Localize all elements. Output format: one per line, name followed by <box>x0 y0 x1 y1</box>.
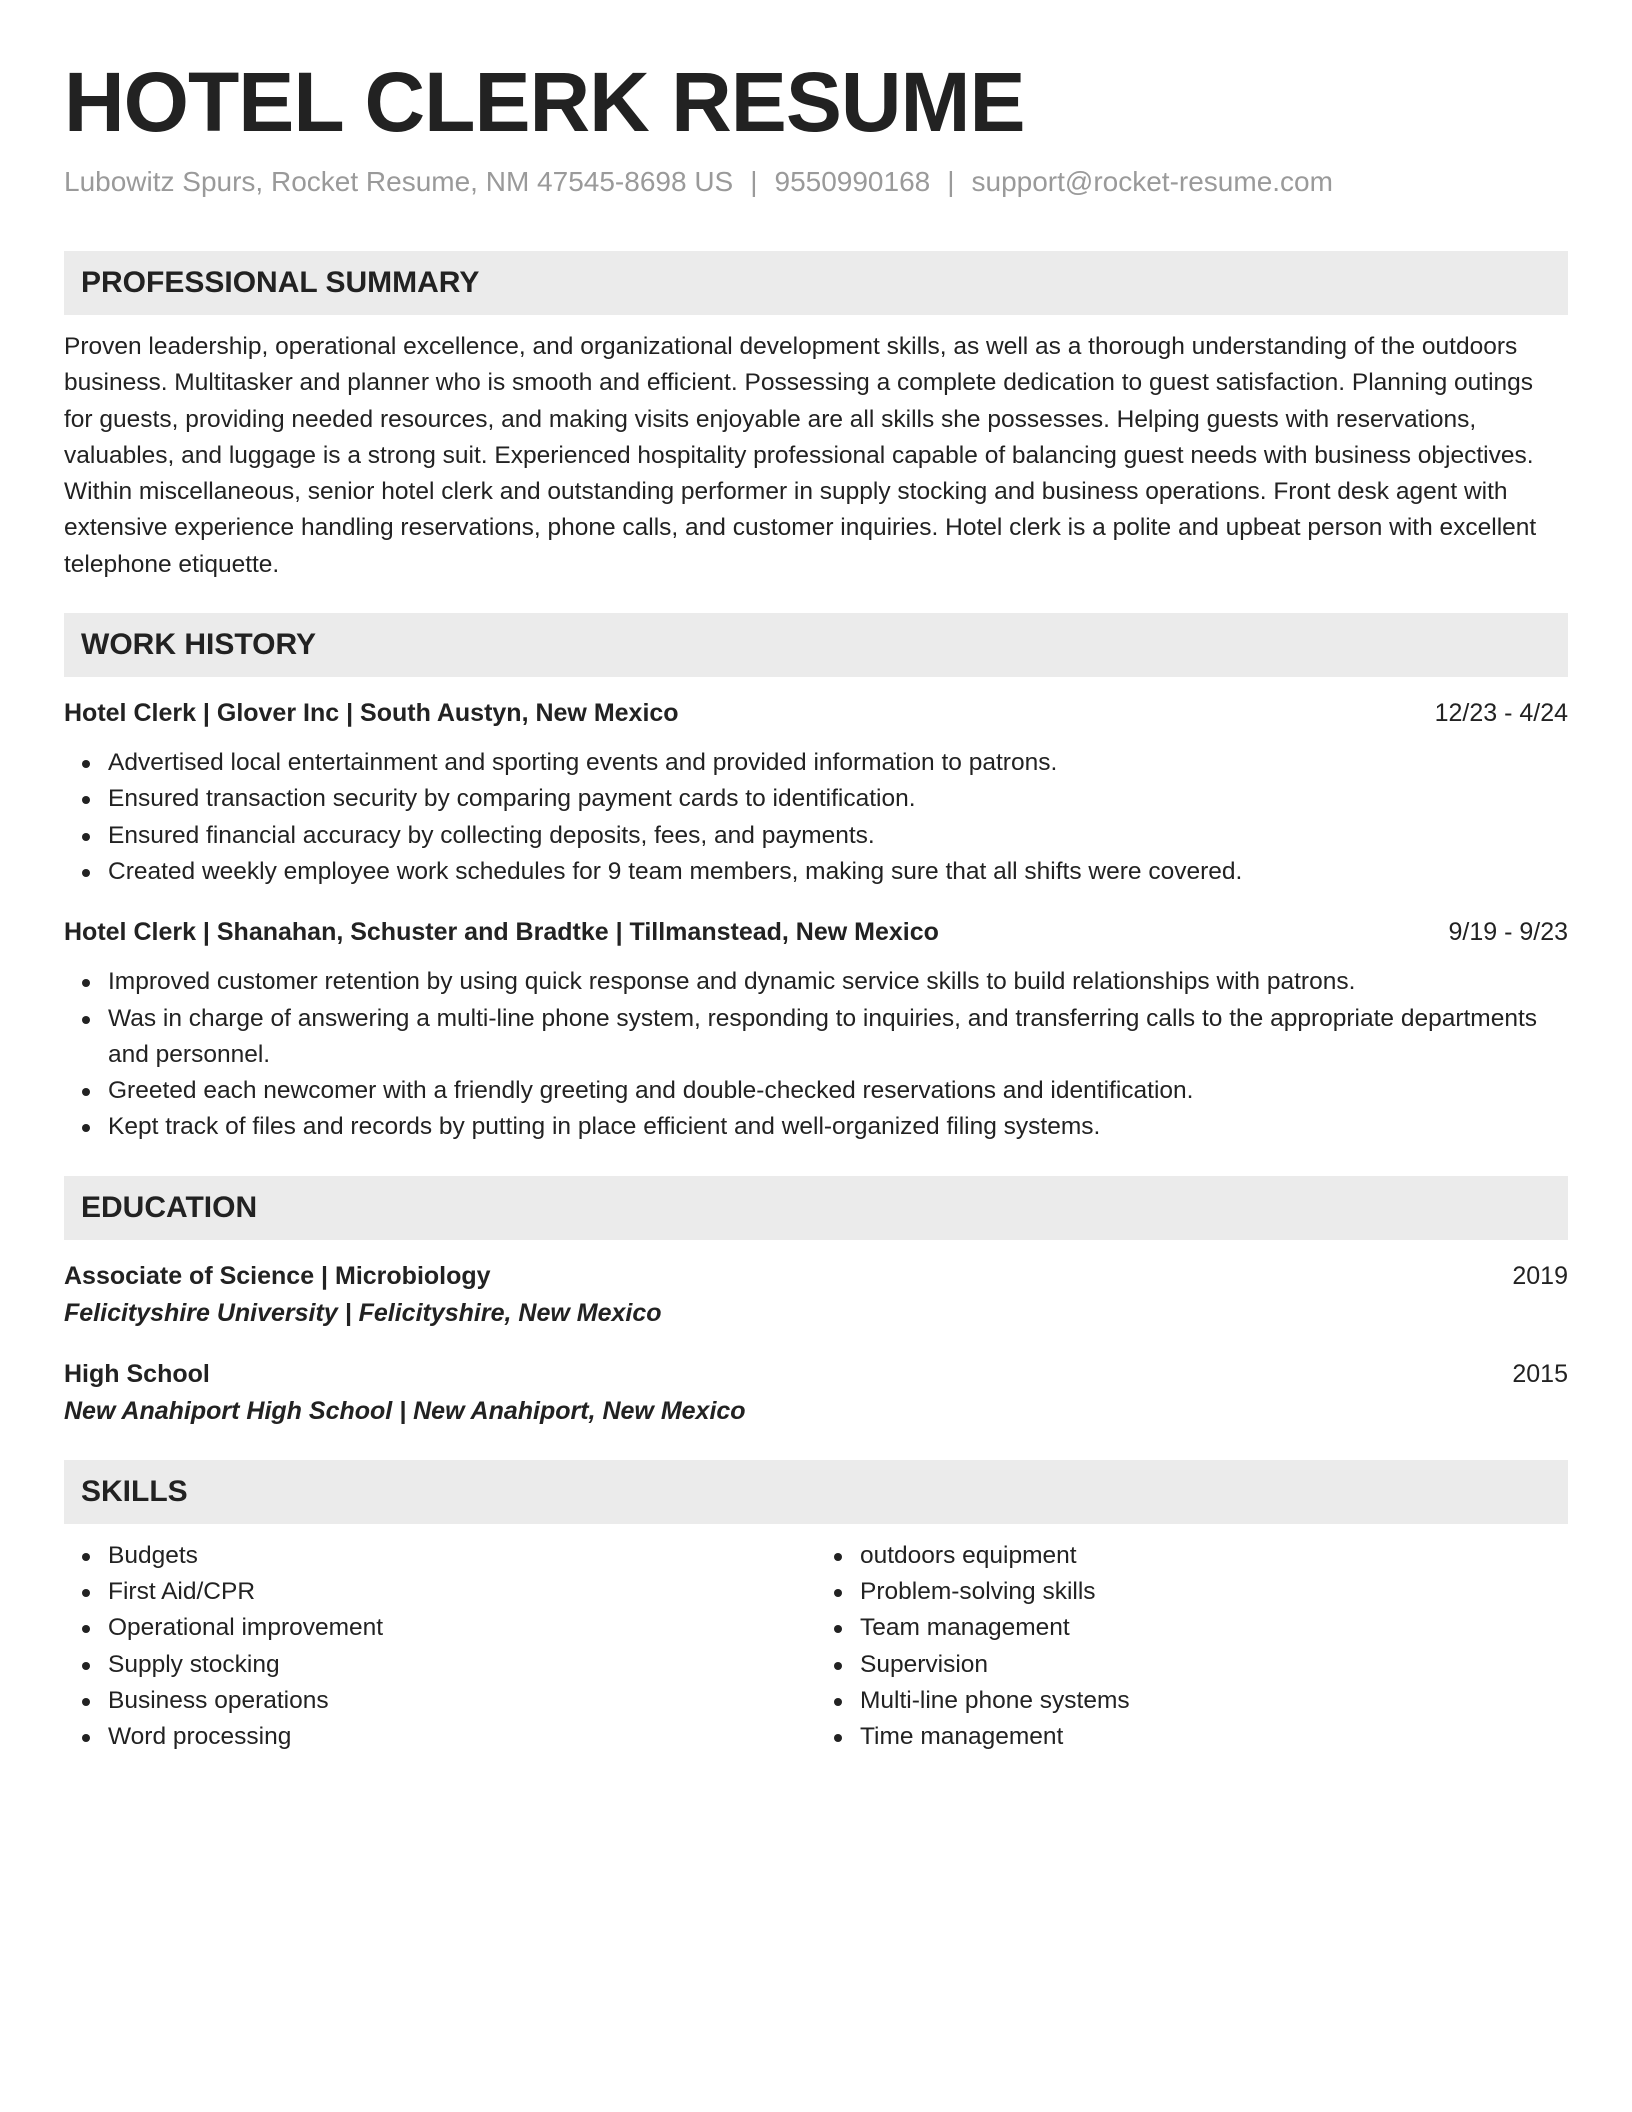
contact-phone: 9550990168 <box>774 166 931 197</box>
section-heading-education: EDUCATION <box>64 1176 1568 1240</box>
job-title: Hotel Clerk | Shanahan, Schuster and Bradtke | Tillmanstead, New Mexico <box>64 918 939 947</box>
skill-item: Supply stocking <box>108 1647 816 1683</box>
skill-item: outdoors equipment <box>860 1538 1568 1574</box>
contact-address: Lubowitz Spurs, Rocket Resume, NM 47545-8698 US <box>64 166 734 197</box>
skill-item: Budgets <box>108 1538 816 1574</box>
job-dates: 12/23 - 4/24 <box>1434 699 1568 728</box>
job-dates: 9/19 - 9/23 <box>1448 918 1568 947</box>
job-bullet: Advertised local entertainment and sporting events and provided information to patrons. <box>108 745 1568 781</box>
skill-item: Business operations <box>108 1683 816 1719</box>
resume-title: HOTEL CLERK RESUME <box>64 55 1025 149</box>
skills-list-right <box>816 1538 1568 1756</box>
skill-item: Problem-solving skills <box>860 1574 1568 1610</box>
skill-item: Operational improvement <box>108 1610 816 1646</box>
section-heading-work: WORK HISTORY <box>64 613 1568 677</box>
skill-item: First Aid/CPR <box>108 1574 816 1610</box>
summary-text: Proven leadership, operational excellence, and organizational development skills, as well as a thorough understanding of the outdoors business. Multitasker and planner who is smooth and efficient. Possessing a complete dedication to guest satisfaction. Planning outings for guests, providing needed resources, and making visits enjoyable are all skills she possesses. Helping guests with reservations, valuables, and luggage is a strong suit. Experienced hospitality professional capable of balancing guest needs with business objectives. Within miscellaneous, senior hotel clerk and outstanding performer in supply stocking and business operations. Front desk agent with extensive experience handling reservations, phone calls, and customer inquiries. Hotel clerk is a polite and upbeat person with excellent telephone etiquette. <box>64 333 1537 578</box>
job-bullet: Greeted each newcomer with a friendly greeting and double-checked reservations and identification. <box>108 1073 1568 1109</box>
skill-item: Multi-line phone systems <box>860 1683 1568 1719</box>
skill-item: Supervision <box>860 1647 1568 1683</box>
contact-separator: | <box>947 166 955 197</box>
job-bullet: Kept track of files and records by putting in place efficient and well-organized filing systems. <box>108 1109 1568 1145</box>
job-bullet: Was in charge of answering a multi-line phone system, responding to inquiries, and transferring calls to the appropriate departments and personnel. <box>108 1001 1568 1074</box>
education-year: 2015 <box>1512 1359 1568 1388</box>
education-year: 2019 <box>1512 1261 1568 1290</box>
contact-line <box>64 162 1568 202</box>
education-school: New Anahiport High School | New Anahiport, New Mexico <box>64 1396 746 1425</box>
job-bullet: Created weekly employee work schedules for 9 team members, making sure that all shifts were covered. <box>108 854 1568 890</box>
skills-list-left <box>64 1538 816 1756</box>
job-bullets <box>64 745 1568 890</box>
skill-item: Team management <box>860 1610 1568 1646</box>
education-degree: Associate of Science | Microbiology <box>64 1261 491 1290</box>
job-bullet: Ensured financial accuracy by collecting deposits, fees, and payments. <box>108 818 1568 854</box>
skill-item: Word processing <box>108 1719 816 1755</box>
job-title: Hotel Clerk | Glover Inc | South Austyn, New Mexico <box>64 699 679 728</box>
education-degree: High School <box>64 1359 210 1388</box>
section-heading-summary: PROFESSIONAL SUMMARY <box>64 251 1568 315</box>
job-bullet: Ensured transaction security by comparing payment cards to identification. <box>108 781 1568 817</box>
section-heading-skills: SKILLS <box>64 1460 1568 1524</box>
job-entry <box>64 914 1568 1145</box>
skill-item: Time management <box>860 1719 1568 1755</box>
job-bullet: Improved customer retention by using quick response and dynamic service skills to build relationships with patrons. <box>108 964 1568 1000</box>
contact-separator: | <box>750 166 758 197</box>
job-entry <box>64 695 1568 890</box>
contact-email: support@rocket-resume.com <box>971 166 1333 197</box>
education-entry <box>64 1356 1568 1430</box>
skills-columns <box>64 1538 1568 1756</box>
education-school: Felicityshire University | Felicityshire, New Mexico <box>64 1298 662 1327</box>
job-bullets <box>64 964 1568 1145</box>
education-entry <box>64 1258 1568 1332</box>
